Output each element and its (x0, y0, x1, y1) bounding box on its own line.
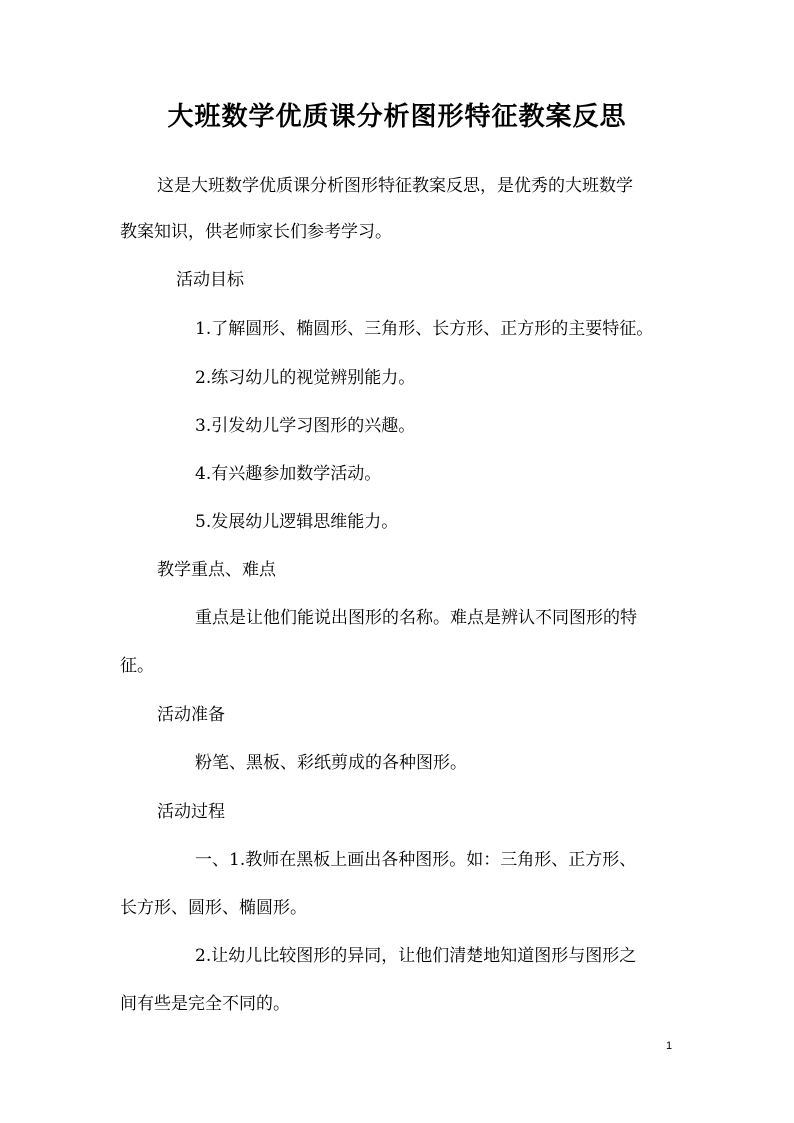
section-heading-goals: 活动目标 (176, 270, 244, 290)
keypoints-paragraph-line: 征。 (120, 656, 154, 676)
goal-item: 3.引发幼儿学习图形的兴趣。 (195, 416, 416, 436)
process-paragraph-line: 长方形、圆形、椭圆形。 (120, 898, 307, 918)
section-heading-process: 活动过程 (157, 802, 225, 822)
intro-paragraph-line: 这是大班数学优质课分析图形特征教案反思，是优秀的大班数学 (157, 176, 633, 196)
section-heading-keypoints: 教学重点、难点 (157, 560, 276, 580)
process-paragraph-line: 间有些是完全不同的。 (120, 994, 290, 1014)
keypoints-paragraph-line: 重点是让他们能说出图形的名称。难点是辨认不同图形的特 (195, 608, 637, 628)
intro-paragraph-line: 教案知识，供老师家长们参考学习。 (120, 222, 392, 242)
prep-paragraph: 粉笔、黑板、彩纸剪成的各种图形。 (195, 753, 467, 773)
process-paragraph-line: 一、1.教师在黑板上画出各种图形。如：三角形、正方形、 (195, 850, 637, 870)
goal-item: 4.有兴趣参加数学活动。 (195, 464, 382, 484)
goal-item: 1.了解圆形、椭圆形、三角形、长方形、正方形的主要特征。 (195, 319, 654, 339)
goal-item: 5.发展幼儿逻辑思维能力。 (195, 512, 399, 532)
page-number: 1 (666, 1040, 673, 1052)
section-heading-prep: 活动准备 (157, 705, 225, 725)
document-title: 大班数学优质课分析图形特征教案反思 (167, 102, 627, 132)
process-paragraph-line: 2.让幼儿比较图形的异同，让他们清楚地知道图形与图形之 (195, 946, 637, 966)
goal-item: 2.练习幼儿的视觉辨别能力。 (195, 368, 416, 388)
